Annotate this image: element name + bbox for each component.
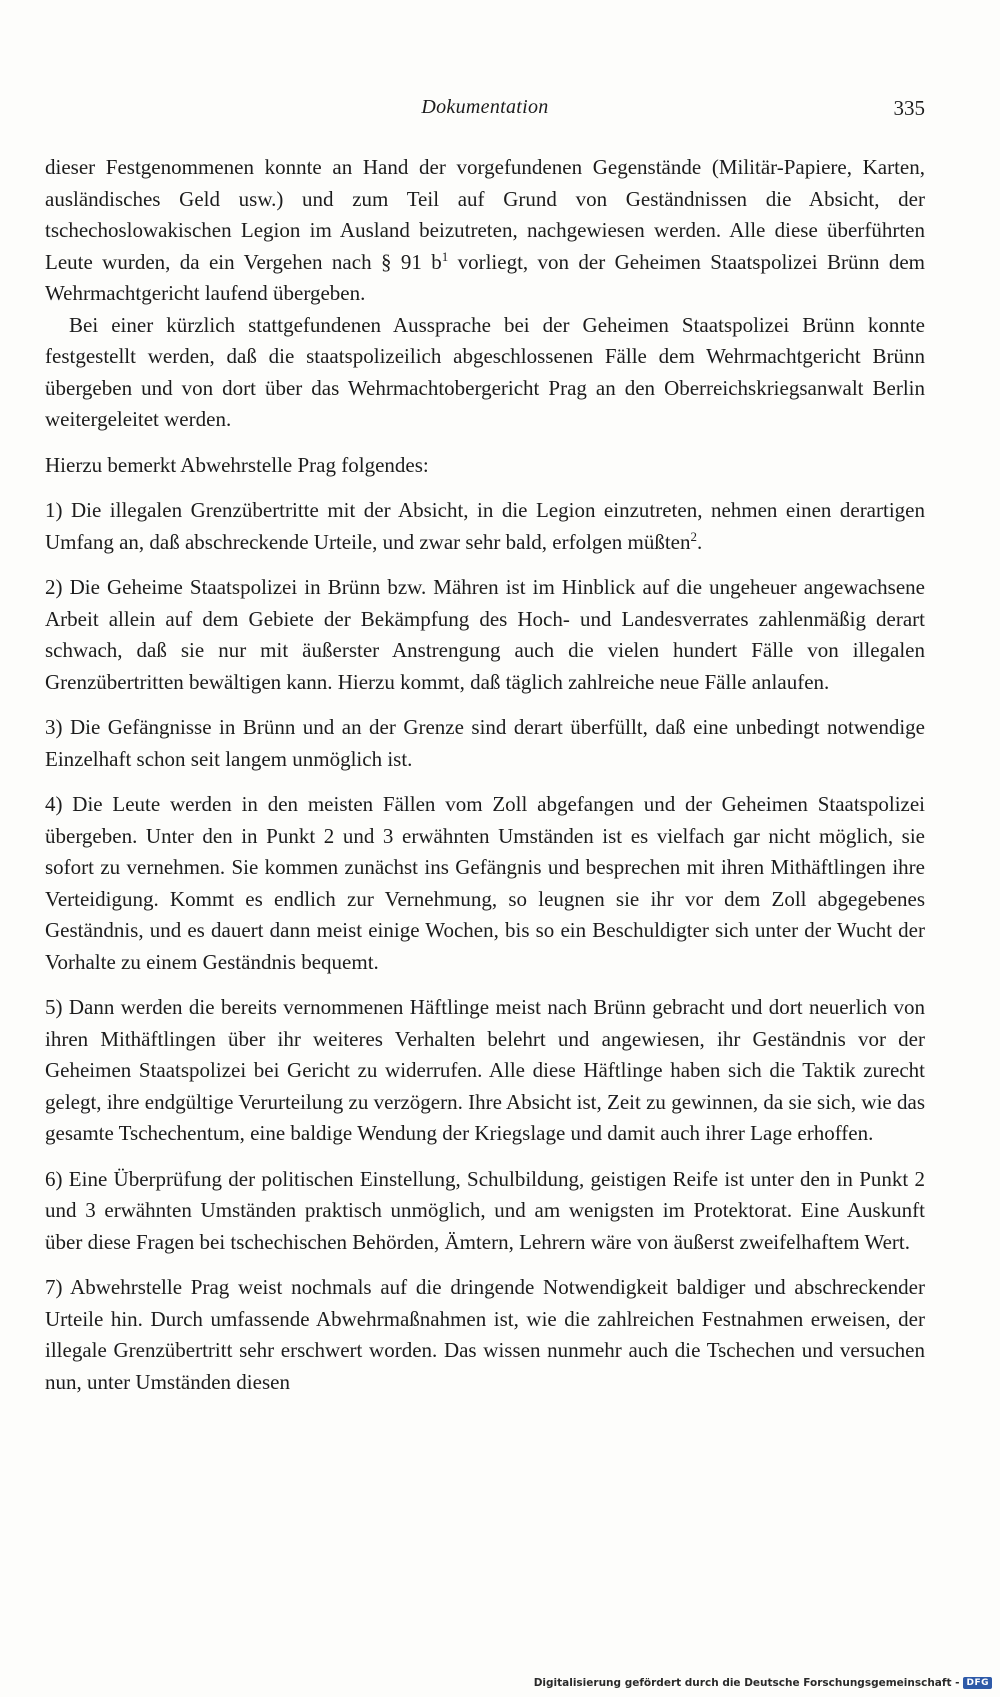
- footnote-ref-2: 2: [690, 528, 697, 544]
- list-item-1: [45, 495, 925, 558]
- list-item-text: 1) Die illegalen Grenzübertritte mit der Absicht, in die Legion einzutreten, nehmen einen derartigen Umfang an, daß abschreckende Urteile, und zwar sehr bald, erfolgen müßten: [45, 498, 925, 554]
- footer-text: Digitalisierung gefördert durch die Deutsche Forschungsgemeinschaft -: [533, 1677, 960, 1689]
- list-item-3: 3) Die Gefängnisse in Brünn und an der Grenze sind derart überfüllt, daß eine unbedingt notwendige Einzelhaft schon seit langem unmöglich ist.: [45, 715, 925, 771]
- digitization-footer: [534, 1675, 992, 1691]
- body-text: [45, 152, 925, 1398]
- list-item-tail: .: [697, 529, 703, 554]
- running-title: Dokumentation: [421, 96, 549, 118]
- list-item-5: 5) Dann werden die bereits vernommenen Häftlinge meist nach Brünn gebracht und dort neuerlich von ihren Mithäftlingen über ihr weiteres Verhalten belehrt und angewiesen, ihr Geständnis vor der Geheimen Staatspolizei bei Gericht zu widerrufen. Alle diese Häftlinge haben sich die Taktik zurecht gelegt, ihre endgültige Verurteilung zu verzögern. Ihre Absicht ist, Zeit zu gewinnen, da sie sich, wie das gesamte Tschechentum, eine baldige Wendung der Kriegslage und damit auch ihrer Lage erhoffen.: [45, 995, 925, 1145]
- paragraph-text: dieser Festgenommenen konnte an Hand der vorgefundenen Gegenstände (Militär-Papiere, Karten, ausländisches Geld usw.) und zum Teil auf Grund von Geständnissen die Absicht, der tschechoslowakischen Legion im Ausland beizutreten, nachgewiesen werden. Alle diese überführten Leute wurden, da ein Vergehen nach § 91 b: [45, 155, 925, 274]
- list-item-2: 2) Die Geheime Staatspolizei in Brünn bzw. Mähren ist im Hinblick auf die ungeheuer angewachsene Arbeit allein auf dem Gebiete der Bekämpfung des Hoch- und Landesverrates zahlenmäßig derart schwach, daß sie nur mit äußerster Anstrengung auch die vielen hundert Fälle von illegalen Grenzübertritten bewältigen kann. Hierzu kommt, daß täglich zahlreiche neue Fälle anlaufen.: [45, 575, 925, 694]
- running-header: [45, 96, 925, 126]
- list-item-7: 7) Abwehrstelle Prag weist nochmals auf die dringende Notwendigkeit baldiger und abschreckender Urteile hin. Durch umfassende Abwehrmaßnahmen ist, wie die zahlreichen Festnahmen erweisen, der illegale Grenzübertritt sehr erschwert worden. Das wissen nunmehr auch die Tschechen und versuchen nun, unter Umständen diesen: [45, 1275, 925, 1394]
- list-item-4: 4) Die Leute werden in den meisten Fällen vom Zoll abgefangen und der Geheimen Staatspolizei übergeben. Unter den in Punkt 2 und 3 erwähnten Umständen ist es vielfach gar nicht möglich, sie sofort zu vernehmen. Sie kommen zunächst ins Gefängnis und besprechen mit ihren Mithäftlingen ihre Verteidigung. Kommt es endlich zur Vernehmung, so leugnen sie ihr vor dem Zoll abgegebenes Geständnis, und es dauert dann meist einige Wochen, bis so ein Beschuldigter sich unter der Wucht der Vorhalte zu einem Geständnis bequemt.: [45, 792, 925, 974]
- paragraph-aussprache: Bei einer kürzlich stattgefundenen Aussprache bei der Geheimen Staatspolizei Brünn konnte festgestellt werden, daß die staatspolizeilich abgeschlossenen Fälle dem Wehrmachtgericht Brünn übergeben und von dort über das Wehrmachtobergericht Prag an den Oberreichskriegsanwalt Berlin weitergeleitet werden.: [45, 312, 925, 431]
- page-number: 335: [893, 96, 925, 120]
- paragraph-text-tail: vorliegt, von der Geheimen Staatspolizei Brünn dem Wehrmachtgericht laufend übergeben.: [45, 249, 926, 305]
- paragraph-continuation: [45, 152, 925, 310]
- list-item-6: 6) Eine Überprüfung der politischen Einstellung, Schulbildung, geistigen Reife ist unter den in Punkt 2 und 3 erwähnten Umständen praktisch unmöglich, und am wenigsten im Protektorat. Eine Auskunft über diese Fragen bei tschechischen Behörden, Ämtern, Lehrern wäre von äußerst zweifelhaftem Wert.: [45, 1166, 925, 1254]
- paragraph-hierzu: Hierzu bemerkt Abwehrstelle Prag folgendes:: [45, 452, 429, 477]
- dfg-logo: DFG: [963, 1677, 992, 1689]
- footnote-ref-1: 1: [441, 248, 449, 264]
